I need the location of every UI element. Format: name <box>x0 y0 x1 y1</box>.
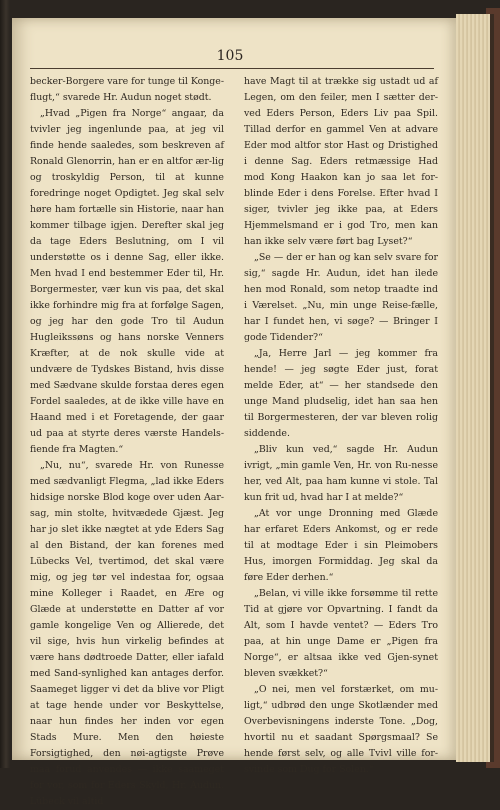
page-number: 105 <box>216 48 244 64</box>
paragraph: „O nei, men vel forstærket, om mu-ligt,“ udbrød den unge Skotlænder med Overbevisningens inderste Tone. „Dog, hvortil nu et saadant Spørgsmaal? Se hende først selv, og alle Tvivl ville for-svinde som Dug for Solen.“ <box>244 684 438 775</box>
right-column <box>244 74 438 778</box>
page-edges <box>456 14 494 762</box>
paragraph: „Hvad „Pigen fra Norge“ angaar, da tvivler jeg ingenlunde paa, at jeg vil finde hende saaledes, som beskreven af Ronald Glenorrin, han er en altfor ær-lig og troskyldig Person, til at kunne foredringe noget Opdigtet. Jeg skal selv høre ham fortælle sin Historie, naar han kommer tilbage igjen. Derefter skal jeg da tage Eders Beslutning, om I vil understøtte os i denne Sag, eller ikke. Men hvad I end bestemmer Eder til, Hr. Borgermester, vær kun vis paa, det skal ikke forhindre mig fra at forfølge Sagen, og jeg har den gode Tro til Audun Hugleikssøns og hans norske Venners Kræfter, at de nok skulle vide at undvære de Tydskes Bistand, hvis disse med Sædvane skulde forstaa deres egen Fordel saaledes, at de ikke ville have en Haand med i et Foretagende, der gaar ud paa at styrte deres værste Handels-fiende fra Magten.“ <box>30 108 224 455</box>
paragraph: have Magt til at trække sig ustadt ud af Legen, om den feiler, men I sætter der-ved Eders Person, Eders Liv paa Spil. Tillad derfor en gammel Ven at advare Eder mod altfor stor Hast og Dristighed i denne Sag. Eders retmæssige Had mod Kong Haakon kan jo saa let for-blinde Eder i dens Forelse. Efter hvad I siger, tvivler jeg ikke paa, at Eders Hjemmelsmand er i god Tro, men kan han ikke selv være ført bag Lyset?“ <box>244 76 438 247</box>
paragraph: becker-Borgere vare for tunge til Konge-flugt,“ svarede Hr. Audun noget stødt. <box>30 76 224 103</box>
paragraph: „Nu, nu“, svarede Hr. von Runesse med sædvanligt Flegma, „lad ikke Eders hidsige norske Blod koge over uden Aar-sag, min stolte, hvitvædede Gjæst. Jeg har jo slet ikke nægtet at yde Eders Sag al den Bistand, der kan forenes med Lübecks Vel, tvertimod, det skal være mig, og jeg tør vel indestaa for, ogsaa mine Kolleger i Raadet, en Ære og Glæde at understøtte en Datter af vor gamle kongelige Ven og Allierede, det vil sige, hvis hun virkelig befindes at være hans dødtroede Datter, eller iafald med Sand-synlighed kan antages derfor. Saameget ligger vi det da blive vor Pligt at tage hende under vor Beskyttelse, naar hun findes her inden vor egen Stads Mure. Men den høieste Forsigtighed, den nøi-agtigste Prøve maa forud anvendes — ikke saameget for vor, som for Eders Skyld, Hr. Audun. Lübeck vil altid <box>30 460 224 807</box>
paragraph: „Belan, vi ville ikke forsømme til rette Tid at gjøre vor Opvartning. I fandt da Alt, som I havde ventet? — Eders Tro paa, at hin unge Dame er „Pigen fra Norge“, er altsaa ikke ved Gjen-synet bleven svækket?“ <box>244 588 438 679</box>
paragraph: „Bliv kun ved,“ sagde Hr. Audun ivrigt, „min gamle Ven, Hr. von Ru-nesse her, ved Alt, paa ham kunne vi stole. Tal kun frit ud, hvad har I at melde?“ <box>244 444 438 503</box>
paragraph: „Se — der er han og kan selv svare for sig,“ sagde Hr. Audun, idet han ilede hen mod Ronald, som netop traadte ind i Værelset. „Nu, min unge Reise-fælle, har I fundet hen, vi søge? — Bringer I gode Tidender?“ <box>244 252 438 343</box>
paragraph: „Ja, Herre Jarl — jeg kommer fra hende! — jeg søgte Eder just, forat melde Eder, at“ — her standsede den unge Mand pludselig, idet han saa hen til Borgermesteren, der var bleven rolig siddende. <box>244 348 438 439</box>
left-column <box>30 74 224 810</box>
paragraph: „At vor unge Dronning med Glæde har erfaret Eders Ankomst, og er rede til at modtage Eder i sin Pleimobers Hus, imorgen Formiddag. Jeg skal da føre Eder derhen.“ <box>244 508 438 583</box>
header-rule <box>30 68 434 69</box>
